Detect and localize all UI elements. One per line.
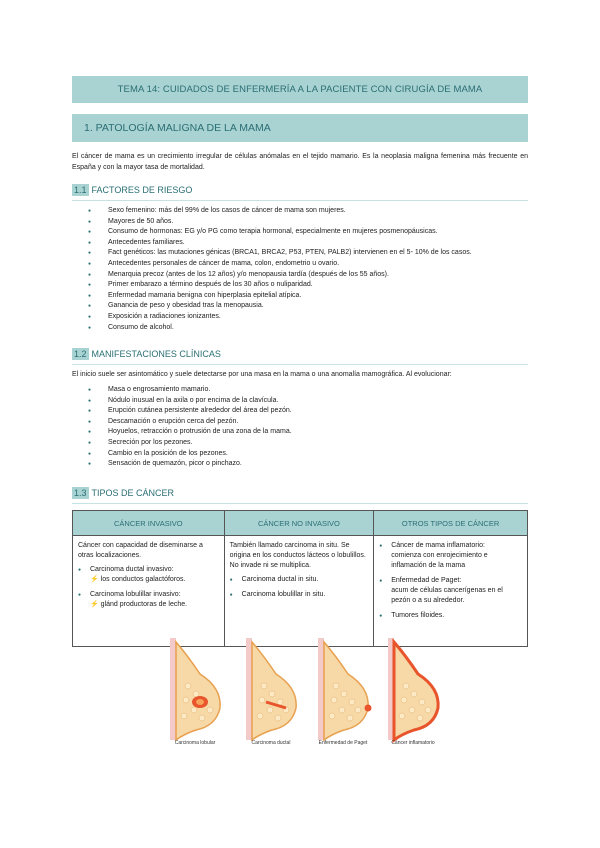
list-item: ● Menarquia precoz (antes de los 12 años) y/o menopausia tardía (después de los 55 años). — [88, 270, 528, 281]
manifestations-intro: El inicio suele ser asintomático y suele detectarse por una masa en la mama o una anomalía mamográfica. Al evolucionar: — [72, 371, 452, 378]
table-cell-invasive — [73, 536, 225, 647]
subheading-cancer-types — [72, 487, 528, 501]
breast-inflammatory-icon — [378, 636, 450, 748]
list-item: ● Sexo femenino: más del 99% de los casos de cáncer de mama son mujeres. — [88, 206, 528, 217]
breast-lobular-icon — [160, 636, 232, 748]
table-cell-other — [374, 536, 528, 647]
manifestation-list — [88, 385, 528, 470]
list-item: ● Erupción cutánea persistente alrededor del área del pezón. — [88, 406, 528, 417]
subheading-number: 1.1 — [74, 185, 87, 195]
list-item: ● Ganancia de peso y obesidad tras la menopausia. — [88, 301, 528, 312]
table-header: CÁNCER INVASIVO — [73, 511, 225, 536]
cancer-types-table — [72, 510, 528, 647]
list-item: ● Sensación de quemazón, picor o pinchazo. — [88, 459, 528, 470]
breast-ductal-icon — [236, 636, 308, 748]
list-item: ● Exposición a radiaciones ionizantes. — [88, 312, 528, 323]
list-item: ● Consumo de hormonas: EG y/o PG como terapia hormonal, especialmente en mujeres posmenopáusicas. — [88, 227, 528, 238]
list-item: ● Fact genéticos: las mutaciones génicas (BRCA1, BRCA2, P53, PTEN, PALB2) intervienen en el 5- 10% de los casos. — [88, 248, 528, 259]
list-item: ● Carcinoma ductal in situ. — [230, 575, 369, 585]
cell-text: Cáncer con capacidad de diseminarse a otras localizaciones. — [78, 542, 203, 559]
section-heading: 1. PATOLOGÍA MALIGNA DE LA MAMA — [72, 114, 528, 142]
illustration-caption: Cáncer inflamatorio — [391, 740, 435, 746]
lightning-icon: ⚡ — [90, 576, 99, 583]
list-item: ● Carcinoma ductal invasivo: ⚡ los conductos galactóforos. — [78, 565, 219, 585]
list-item: ● Masa o engrosamiento mamario. — [88, 385, 528, 396]
breast-paget-icon — [308, 636, 380, 748]
subheading-risk-factors — [72, 184, 528, 198]
cell-text: También llamado carcinoma in situ. Se origina en los conductos lácteos o lobulillos. No invade ni se multiplica. — [229, 542, 366, 569]
subheading-label: FACTORES DE RIESGO — [91, 185, 193, 195]
subheading-manifestations — [72, 348, 528, 362]
illustration-caption: Carcinoma ductal — [251, 740, 291, 746]
document-title: TEMA 14: CUIDADOS DE ENFERMERÍA A LA PACIENTE CON CIRUGÍA DE MAMA — [72, 76, 528, 103]
list-item: ● Nódulo inusual en la axila o por encima de la clavícula. — [88, 396, 528, 407]
list-item: ● Carcinoma lobulillar in situ. — [230, 590, 369, 600]
list-item: ● Antecedentes familiares. — [88, 238, 528, 249]
table-header: CÁNCER NO INVASIVO — [224, 511, 374, 536]
risk-factor-list — [88, 206, 528, 333]
list-item: ● Mayores de 50 años. — [88, 217, 528, 228]
list-item: ● Consumo de alcohol. — [88, 323, 528, 334]
list-item: ● Tumores filoides. — [379, 611, 522, 621]
list-item: ● Cambio en la posición de los pezones. — [88, 449, 528, 460]
illustration-caption: Carcinoma lobular — [174, 740, 216, 746]
list-item: ● Carcinoma lobulillar invasivo: ⚡ glánd productoras de leche. — [78, 590, 219, 610]
list-item: ● Enfermedad mamaria benigna con hiperplasia epitelial atípica. — [88, 291, 528, 302]
illustration-caption: Enfermedad de Paget — [318, 740, 368, 746]
list-item: ● Secreción por los pezones. — [88, 438, 528, 449]
list-item: ● Descamación o erupción cerca del pezón. — [88, 417, 528, 428]
lightning-icon: ⚡ — [90, 601, 99, 608]
table-header: OTROS TIPOS DE CÁNCER — [374, 511, 528, 536]
list-item: ● Primer embarazo a término después de los 30 años o nuliparidad. — [88, 280, 528, 291]
list-item: ● Cáncer de mama inflamatorio: comienza con enrojecimiento e inflamación de la mama — [379, 541, 522, 571]
table-cell-non-invasive — [224, 536, 374, 647]
list-item: ● Antecedentes personales de cáncer de mama, colon, endometrio u ovario. — [88, 259, 528, 270]
intro-paragraph: El cáncer de mama es un crecimiento irregular de células anómalas en el tejido mamario. Es la neoplasia maligna femenina más frecuente en España y con la mayor tasa de mortalidad. — [72, 153, 528, 171]
list-item: ● Enfermedad de Paget: acum de células cancerígenas en el pezón o a su alrededor. — [379, 576, 522, 606]
subheading-label: TIPOS DE CÁNCER — [91, 488, 175, 498]
subheading-label: MANIFESTACIONES CLÍNICAS — [91, 349, 221, 359]
subheading-number: 1.2 — [74, 349, 87, 359]
list-item: ● Hoyuelos, retracción o protrusión de una zona de la mama. — [88, 427, 528, 438]
subheading-number: 1.3 — [74, 488, 87, 498]
